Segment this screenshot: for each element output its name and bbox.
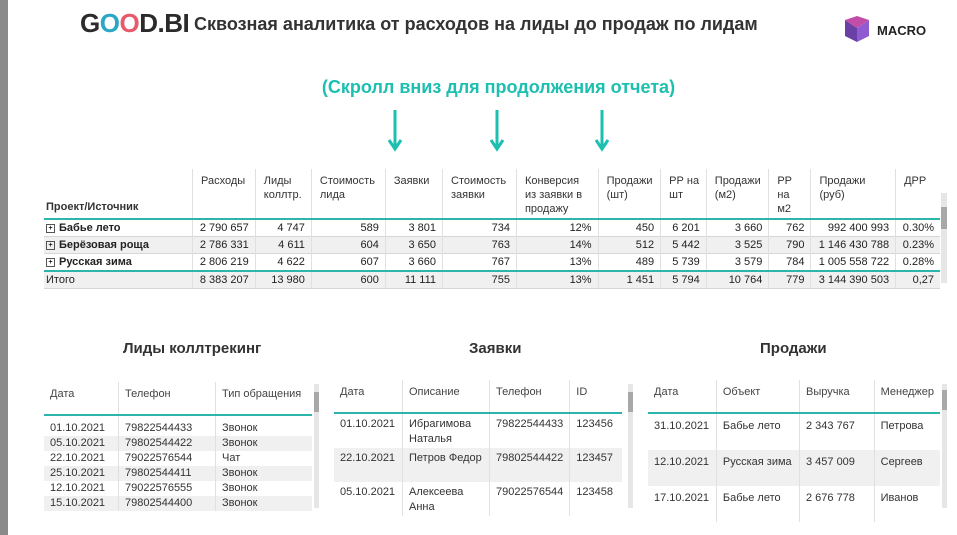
arrow-down-icon [595, 110, 609, 152]
col-header[interactable]: Менеджер [874, 380, 940, 413]
cell: 489 [598, 254, 661, 272]
cell: 1 146 430 788 [811, 237, 896, 254]
requests-table-scrollbar[interactable] [628, 384, 633, 508]
cell: 79802544400 [119, 496, 216, 511]
cell: 5 794 [661, 271, 707, 289]
row-label[interactable]: + Берёзовая роща [44, 237, 193, 254]
col-header[interactable]: Выручка [799, 380, 874, 413]
cell: Сергеев [874, 450, 940, 486]
cell: 734 [443, 219, 517, 237]
cell: 790 [769, 237, 811, 254]
row-label[interactable]: + Русская зима [44, 254, 193, 272]
cell: Бабье лето [716, 486, 799, 522]
macro-mark-icon [843, 16, 871, 44]
macro-brand-text: MACRO [877, 23, 927, 38]
table-row[interactable] [648, 450, 940, 486]
cell: 604 [311, 237, 385, 254]
cell: 13% [516, 254, 598, 272]
cell: 17.10.2021 [654, 492, 710, 504]
col-header[interactable]: Телефон [119, 382, 216, 415]
cell: 123457 [570, 448, 622, 482]
main-matrix-table [44, 169, 940, 289]
cell: 3 801 [385, 219, 442, 237]
cell: 12.10.2021 [654, 456, 710, 468]
cell: 22.10.2021 [50, 452, 106, 464]
cell: 79822544433 [490, 413, 570, 448]
cell: 1 451 [598, 271, 661, 289]
col-header[interactable]: Расходы [193, 169, 256, 219]
table-row[interactable] [44, 466, 312, 481]
cell: 4 747 [255, 219, 311, 237]
cell: 4 611 [255, 237, 311, 254]
cell: 512 [598, 237, 661, 254]
cell: 1 005 558 722 [811, 254, 896, 272]
cell: 31.10.2021 [654, 420, 710, 432]
table-row[interactable] [648, 413, 940, 450]
sales-table-scrollbar[interactable] [942, 384, 947, 508]
table-row[interactable] [44, 496, 312, 511]
arrow-down-icon [388, 110, 402, 152]
cell: 3 457 009 [799, 450, 874, 486]
col-header[interactable]: ID [570, 380, 622, 413]
cell: 79802544411 [119, 466, 216, 481]
scrollbar-thumb[interactable] [942, 390, 947, 410]
col-header[interactable]: Дата [340, 386, 365, 398]
cell: 2 676 778 [799, 486, 874, 522]
cell: Петров Федор [403, 448, 490, 482]
cell: Русская зима [716, 450, 799, 486]
row-label[interactable]: + Бабье лето [44, 219, 193, 237]
goodbi-logo: GOOD.BI [80, 8, 190, 38]
table-row[interactable] [44, 237, 940, 254]
cell: 992 400 993 [811, 219, 896, 237]
requests-table-header [334, 380, 622, 413]
leads-table-header [44, 382, 312, 415]
cell: 589 [311, 219, 385, 237]
leads-table-scrollbar[interactable] [314, 384, 319, 508]
cell: 763 [443, 237, 517, 254]
requests-table [334, 380, 622, 516]
cell: 11 111 [385, 271, 442, 289]
main-table-scrollbar[interactable] [941, 193, 947, 283]
cell: 3 650 [385, 237, 442, 254]
scroll-hint: (Скролл вниз для продолжения отчета) [321, 77, 676, 97]
table-row[interactable] [44, 219, 940, 237]
cell: Петрова [874, 413, 940, 450]
cell: 12% [516, 219, 598, 237]
sales-table-header [648, 380, 940, 413]
cell: 12.10.2021 [50, 482, 106, 494]
cell: 01.10.2021 [50, 422, 106, 434]
table-row[interactable] [334, 448, 622, 482]
cell: 79022576544 [490, 482, 570, 516]
scrollbar-thumb[interactable] [628, 392, 633, 412]
col-header[interactable]: Дата [50, 388, 75, 400]
col-header[interactable]: Телефон [490, 380, 570, 413]
cell: 25.10.2021 [50, 467, 106, 479]
col-header[interactable]: Продажи (руб) [811, 169, 896, 219]
arrow-down-icon [490, 110, 504, 152]
col-header[interactable]: Тип обращения [216, 382, 313, 415]
cell: Бабье лето [716, 413, 799, 450]
cell: 2 790 657 [193, 219, 256, 237]
table-row[interactable] [44, 254, 940, 272]
cell: 0,27 [896, 271, 940, 289]
cell: Звонок [216, 436, 313, 451]
cell: 0.28% [896, 254, 940, 272]
col-header[interactable]: РР на шт [661, 169, 707, 219]
col-header[interactable]: Конверсия из заявки в продажу [516, 169, 598, 219]
col-header[interactable]: ДРР [896, 169, 940, 219]
cell: Звонок [216, 466, 313, 481]
total-label: Итого [46, 274, 75, 286]
cell: 01.10.2021 [340, 418, 396, 430]
cell: 05.10.2021 [50, 437, 106, 449]
cell: 600 [311, 271, 385, 289]
total-row [44, 271, 940, 289]
expand-icon[interactable]: + [46, 241, 55, 250]
cell: 13% [516, 271, 598, 289]
cell: 15.10.2021 [50, 497, 106, 509]
col-header[interactable]: Объект [716, 380, 799, 413]
cell: 767 [443, 254, 517, 272]
cell: 2 343 767 [799, 413, 874, 450]
table-row[interactable] [334, 413, 622, 448]
col-header[interactable]: Продажи (м2) [706, 169, 769, 219]
col-header[interactable]: РР на м2 [769, 169, 811, 219]
col-header[interactable]: Описание [403, 380, 490, 413]
leads-section-title: Лиды коллтрекинг [123, 340, 262, 357]
scrollbar-thumb[interactable] [941, 207, 947, 229]
cell: Чат [216, 451, 313, 466]
cell: 779 [769, 271, 811, 289]
cell: 79022576544 [119, 451, 216, 466]
cell: 607 [311, 254, 385, 272]
cell: 2 806 219 [193, 254, 256, 272]
cell: 3 579 [706, 254, 769, 272]
cell: 2 786 331 [193, 237, 256, 254]
table-row[interactable] [648, 486, 940, 522]
col-header[interactable]: Дата [654, 386, 679, 398]
macro-logo [843, 16, 943, 44]
cell: 762 [769, 219, 811, 237]
cell: 3 144 390 503 [811, 271, 896, 289]
cell: 5 442 [661, 237, 707, 254]
cell: Иванов [874, 486, 940, 522]
scrollbar-thumb[interactable] [314, 392, 319, 412]
report-title: Сквозная аналитика от расходов на лиды до продаж по лидам [194, 14, 758, 34]
cell: 123458 [570, 482, 622, 516]
cell: 79822544433 [119, 421, 216, 436]
cell: Звонок [216, 481, 313, 496]
cell: 05.10.2021 [340, 486, 396, 498]
table-row[interactable] [44, 436, 312, 451]
cell: 13 980 [255, 271, 311, 289]
leads-table [44, 382, 312, 511]
col-header[interactable]: Проект/Источник [46, 201, 139, 213]
table-row[interactable] [44, 451, 312, 466]
expand-icon[interactable]: + [46, 224, 55, 233]
cell: 755 [443, 271, 517, 289]
cell: 8 383 207 [193, 271, 256, 289]
cell: 79022576555 [119, 481, 216, 496]
cell: 3 660 [385, 254, 442, 272]
cell: 0.30% [896, 219, 940, 237]
cell: 0.23% [896, 237, 940, 254]
cell: 3 525 [706, 237, 769, 254]
main-table-header [44, 169, 940, 219]
col-header[interactable]: Лиды коллтр. [255, 169, 311, 219]
cell: Звонок [216, 496, 313, 511]
cell: Звонок [216, 421, 313, 436]
cell: Алексеева Анна [403, 482, 490, 516]
cell: 79802544422 [119, 436, 216, 451]
expand-icon[interactable]: + [46, 258, 55, 267]
cell: 5 739 [661, 254, 707, 272]
cell: Ибрагимова Наталья [403, 413, 490, 448]
cell: 4 622 [255, 254, 311, 272]
col-header[interactable]: Заявки [385, 169, 442, 219]
cell: 784 [769, 254, 811, 272]
table-row[interactable] [44, 481, 312, 496]
sales-section-title: Продажи [760, 340, 827, 357]
requests-section-title: Заявки [469, 340, 522, 357]
col-header[interactable]: Продажи (шт) [598, 169, 661, 219]
cell: 22.10.2021 [340, 452, 396, 464]
table-row[interactable] [44, 421, 312, 436]
cell: 123456 [570, 413, 622, 448]
table-row[interactable] [334, 482, 622, 516]
sales-table [648, 380, 940, 522]
cell: 3 660 [706, 219, 769, 237]
cell: 10 764 [706, 271, 769, 289]
cell: 14% [516, 237, 598, 254]
col-header[interactable]: Стоимость лида [311, 169, 385, 219]
cell: 79802544422 [490, 448, 570, 482]
col-header[interactable]: Стоимость заявки [443, 169, 517, 219]
cell: 450 [598, 219, 661, 237]
cell: 6 201 [661, 219, 707, 237]
